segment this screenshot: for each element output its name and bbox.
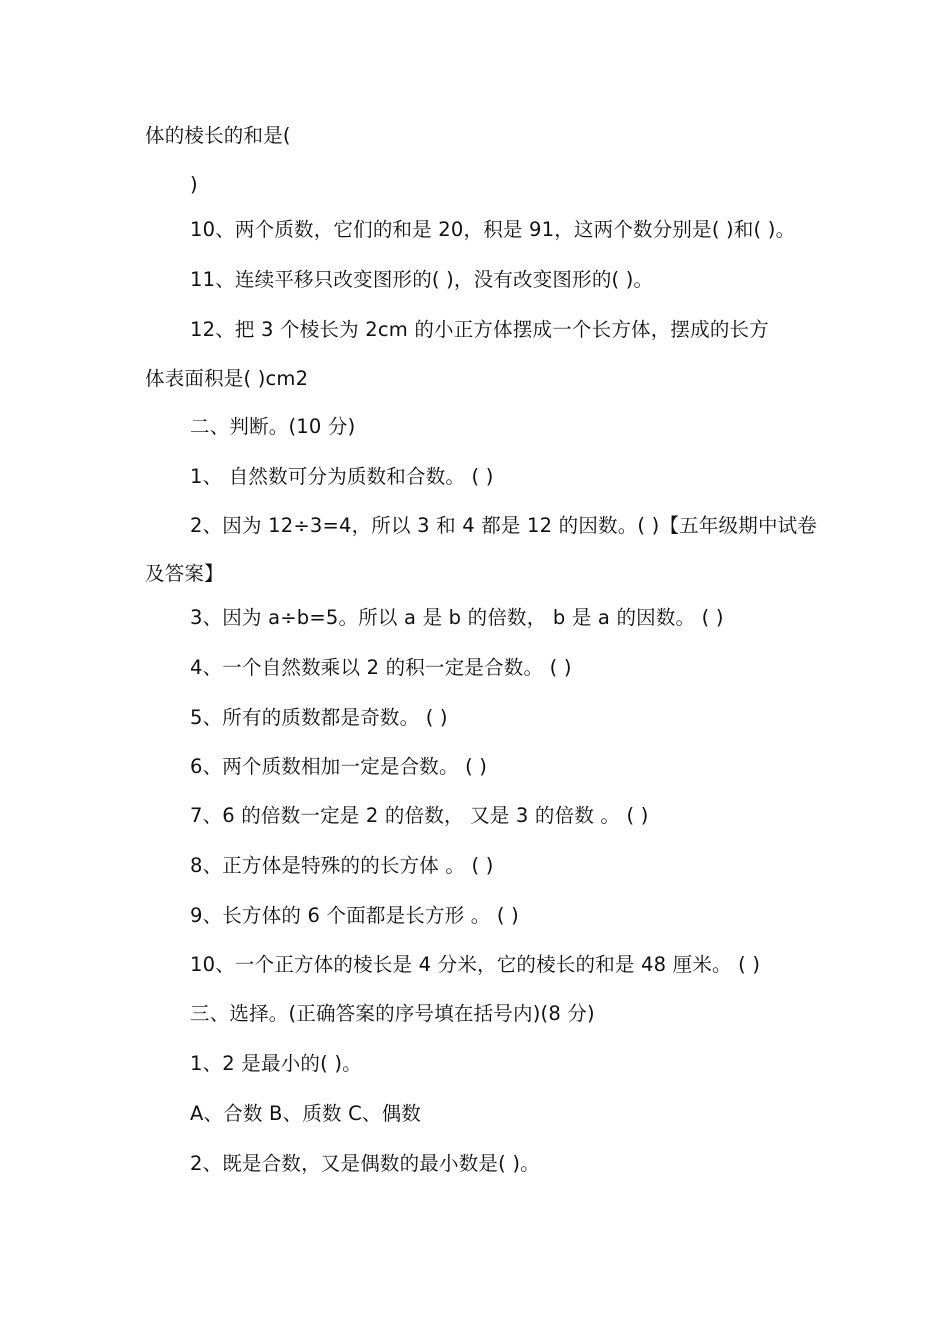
text-line-20: 1、2 是最小的( )。 [190, 1052, 362, 1075]
text-line-8: 1、 自然数可分为质数和合数。 ( ) [190, 465, 494, 488]
text-line-10: 及答案】 [145, 562, 224, 585]
text-line-11: 3、因为 a÷b=5。所以 a 是 b 的倍数， b 是 a 的因数。 ( ) [190, 606, 724, 629]
text-line-16: 8、正方体是特殊的的长方体 。 ( ) [190, 854, 494, 877]
text-line-6: 体表面积是( )cm2 [145, 367, 309, 390]
text-line-18: 10、一个正方体的棱长是 4 分米，它的棱长的和是 48 厘米。 ( ) [190, 953, 761, 976]
text-line-22: 2、既是合数，又是偶数的最小数是( )。 [190, 1152, 540, 1175]
text-line-9: 2、因为 12÷3=4，所以 3 和 4 都是 12 的因数。( )【五年级期中试卷 [190, 514, 818, 537]
text-line-21: A、合数 B、质数 C、偶数 [190, 1102, 422, 1125]
text-line-15: 7、6 的倍数一定是 2 的倍数， 又是 3 的倍数 。 ( ) [190, 804, 649, 827]
section-heading-choice: 三、选择。(正确答案的序号填在括号内)(8 分) [190, 1002, 595, 1025]
text-line-14: 6、两个质数相加一定是合数。 ( ) [190, 755, 488, 778]
section-heading-judgement: 二、判断。(10 分) [190, 415, 356, 438]
text-line-17: 9、长方体的 6 个面都是长方形 。 ( ) [190, 904, 519, 927]
text-line-3: 10、两个质数，它们的和是 20，积是 91，这两个数分别是( )和( )。 [190, 218, 796, 241]
text-line-4: 11、连续平移只改变图形的( )，没有改变图形的( )。 [190, 268, 654, 291]
text-line-12: 4、一个自然数乘以 2 的积一定是合数。 ( ) [190, 656, 572, 679]
text-line-1: 体的棱长的和是( [145, 124, 291, 147]
text-line-2: ) [190, 173, 198, 196]
text-line-5: 12、把 3 个棱长为 2cm 的小正方体摆成一个长方体，摆成的长方 [190, 318, 769, 341]
text-line-13: 5、所有的质数都是奇数。 ( ) [190, 706, 448, 729]
